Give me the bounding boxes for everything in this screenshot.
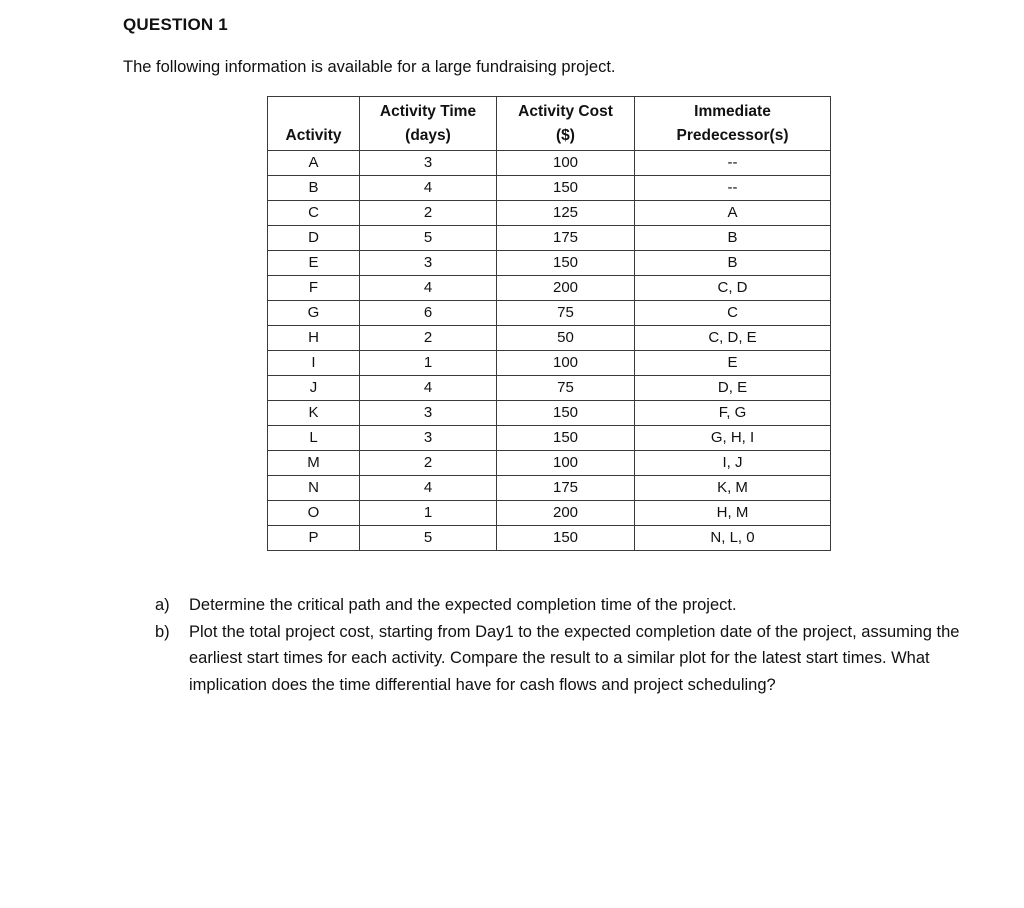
table-row (268, 401, 831, 426)
question-item (155, 619, 965, 699)
header-pred-line2: Predecessor(s) (676, 126, 789, 144)
cell-predecessors: N, L, 0 (635, 526, 831, 551)
header-activity: Activity (268, 97, 360, 151)
header-time-line2: (days) (405, 126, 451, 144)
cell-activity: C (268, 201, 360, 226)
cell-time: 4 (360, 176, 497, 201)
table-row (268, 176, 831, 201)
table-row (268, 376, 831, 401)
cell-cost: 100 (497, 451, 635, 476)
cell-predecessors: B (635, 251, 831, 276)
cell-activity: A (268, 151, 360, 176)
cell-cost: 150 (497, 526, 635, 551)
header-time-line1: Activity Time (379, 102, 477, 120)
cell-activity: B (268, 176, 360, 201)
cell-predecessors: G, H, I (635, 426, 831, 451)
cell-cost: 100 (497, 151, 635, 176)
cell-predecessors: C, D, E (635, 326, 831, 351)
cell-time: 4 (360, 476, 497, 501)
cell-activity: E (268, 251, 360, 276)
cell-activity: O (268, 501, 360, 526)
cell-activity: D (268, 226, 360, 251)
cell-predecessors: D, E (635, 376, 831, 401)
cell-activity: N (268, 476, 360, 501)
cell-cost: 75 (497, 376, 635, 401)
cell-time: 1 (360, 501, 497, 526)
cell-time: 3 (360, 401, 497, 426)
table-row (268, 351, 831, 376)
cell-predecessors: I, J (635, 451, 831, 476)
cell-predecessors: -- (635, 151, 831, 176)
table-row (268, 226, 831, 251)
cell-predecessors: C (635, 301, 831, 326)
cell-activity: P (268, 526, 360, 551)
cell-cost: 50 (497, 326, 635, 351)
question-item (155, 592, 965, 619)
cell-cost: 75 (497, 301, 635, 326)
cell-time: 4 (360, 276, 497, 301)
table-row (268, 151, 831, 176)
cell-predecessors: C, D (635, 276, 831, 301)
cell-predecessors: E (635, 351, 831, 376)
cell-time: 4 (360, 376, 497, 401)
cell-cost: 200 (497, 501, 635, 526)
question-list (155, 592, 965, 698)
cell-time: 3 (360, 426, 497, 451)
cell-cost: 150 (497, 401, 635, 426)
cell-predecessors: A (635, 201, 831, 226)
cell-time: 5 (360, 226, 497, 251)
header-predecessors (635, 97, 831, 151)
cell-predecessors: H, M (635, 501, 831, 526)
intro-text: The following information is available for a large fundraising project. (123, 58, 616, 76)
table-row (268, 201, 831, 226)
cell-activity: J (268, 376, 360, 401)
cell-time: 2 (360, 326, 497, 351)
table-row (268, 426, 831, 451)
cell-activity: G (268, 301, 360, 326)
header-cost-line2: ($) (556, 126, 575, 144)
activity-table (267, 96, 831, 551)
cell-time: 5 (360, 526, 497, 551)
cell-cost: 150 (497, 426, 635, 451)
table-row (268, 501, 831, 526)
table-header-row (268, 97, 831, 151)
cell-cost: 175 (497, 476, 635, 501)
table-row (268, 476, 831, 501)
cell-predecessors: -- (635, 176, 831, 201)
cell-activity: L (268, 426, 360, 451)
cell-time: 3 (360, 151, 497, 176)
cell-predecessors: K, M (635, 476, 831, 501)
cell-time: 3 (360, 251, 497, 276)
header-activity-cost (497, 97, 635, 151)
cell-activity: M (268, 451, 360, 476)
cell-time: 6 (360, 301, 497, 326)
cell-time: 2 (360, 201, 497, 226)
table-row (268, 301, 831, 326)
cell-cost: 125 (497, 201, 635, 226)
question-title: QUESTION 1 (123, 15, 228, 34)
header-activity-time (360, 97, 497, 151)
question-text: Plot the total project cost, starting from Day1 to the expected completion date of the project, assuming the earliest start times for each activity. Compare the result to a similar plot for the latest start times. What implication does the time differential have for cash flows and project scheduling? (189, 622, 960, 694)
header-pred-line1: Immediate (694, 102, 771, 120)
cell-activity: K (268, 401, 360, 426)
cell-predecessors: B (635, 226, 831, 251)
cell-cost: 200 (497, 276, 635, 301)
cell-activity: I (268, 351, 360, 376)
cell-cost: 175 (497, 226, 635, 251)
question-text: Determine the critical path and the expected completion time of the project. (189, 596, 737, 614)
cell-predecessors: F, G (635, 401, 831, 426)
table-body (268, 151, 831, 551)
cell-cost: 150 (497, 176, 635, 201)
table-row (268, 451, 831, 476)
table-row (268, 326, 831, 351)
cell-activity: F (268, 276, 360, 301)
cell-cost: 100 (497, 351, 635, 376)
table-row (268, 526, 831, 551)
header-cost-line1: Activity Cost (518, 102, 613, 120)
question-label: b) (155, 622, 170, 641)
table-row (268, 251, 831, 276)
cell-cost: 150 (497, 251, 635, 276)
table-row (268, 276, 831, 301)
cell-time: 1 (360, 351, 497, 376)
cell-time: 2 (360, 451, 497, 476)
cell-activity: H (268, 326, 360, 351)
question-label: a) (155, 596, 170, 614)
